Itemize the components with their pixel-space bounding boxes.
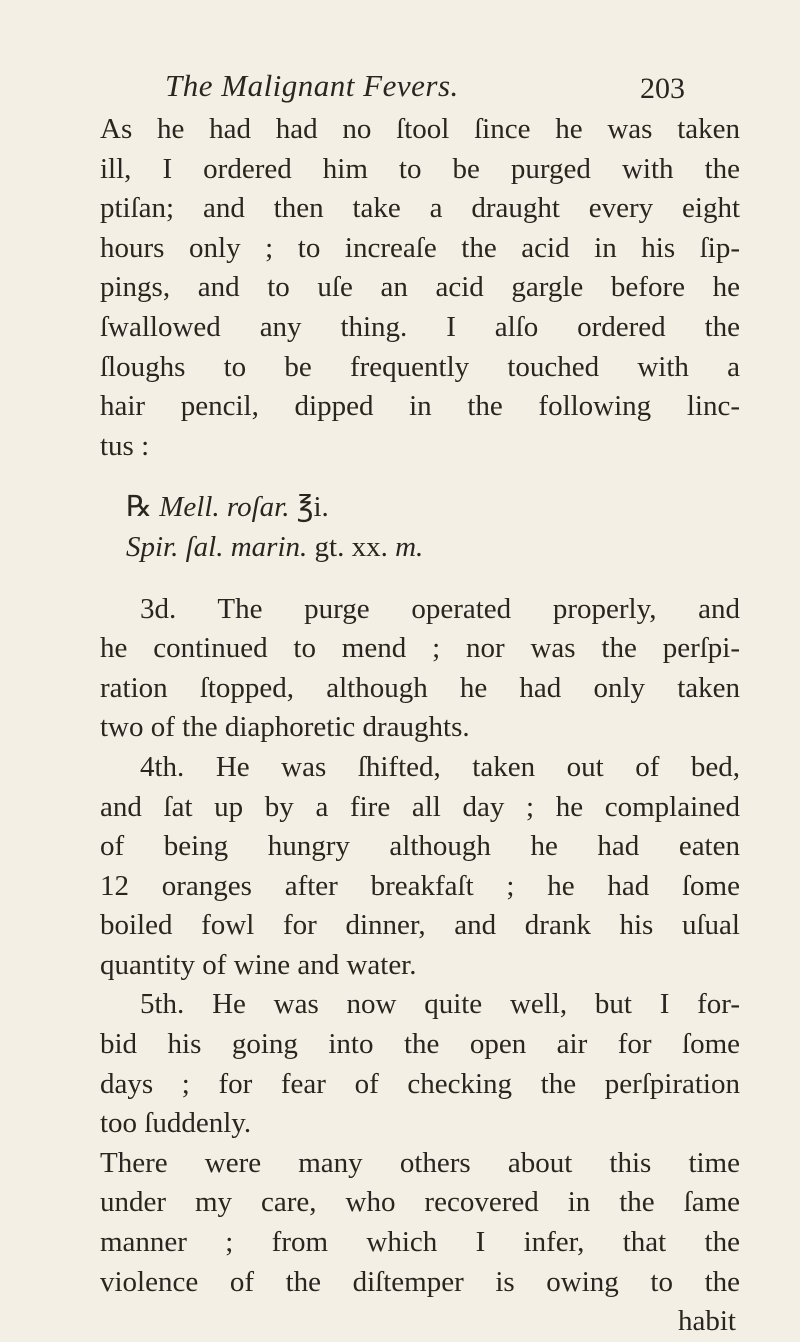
page-header	[0, 68, 800, 108]
text-line: boiled fowl for dinner, and drank his uſual	[100, 909, 740, 942]
text-line: he continued to mend ; nor was the perſpi-	[100, 632, 740, 665]
text-line: and ſat up by a fire all day ; he complained	[100, 790, 740, 823]
recipe-line-2	[100, 528, 740, 568]
body-text	[100, 110, 740, 1342]
text-line: 5th. He was now quite well, but I for-	[140, 988, 740, 1021]
recipe	[100, 488, 740, 567]
text-line: ill, I ordered him to be purged with the	[100, 152, 740, 185]
text-line: two of the diaphoretic draughts.	[100, 711, 470, 744]
paragraph-1	[100, 110, 740, 466]
recipe-symbol: ℞	[126, 491, 152, 524]
text-line: bid his going into the open air for ſome	[100, 1028, 740, 1061]
text-line: hair pencil, dipped in the following linc-	[100, 390, 740, 423]
text-line: of being hungry although he had eaten	[100, 830, 740, 863]
text-line: violence of the diſtemper is owing to the	[100, 1265, 740, 1298]
paragraph-5	[100, 1144, 740, 1302]
paragraph-4	[100, 985, 740, 1143]
text-line: hours only ; to increaſe the acid in his ſip-	[100, 231, 740, 264]
recipe-drug: Spir. ſal. marin.	[126, 530, 308, 563]
text-line: ſloughs to be frequently touched with a	[100, 350, 740, 383]
text-line: 3d. The purge operated properly, and	[140, 592, 740, 625]
text-line: pings, and to uſe an acid gargle before he	[100, 271, 740, 304]
text-line: under my care, who recovered in the ſame	[100, 1186, 740, 1219]
text-line: tus :	[100, 429, 150, 462]
text-line: quantity of wine and water.	[100, 948, 417, 981]
text-line: 12 oranges after breakfaſt ; he had ſome	[100, 869, 740, 902]
recipe-line-1	[100, 488, 740, 528]
text-line: There were many others about this time	[100, 1146, 740, 1179]
catchword: habit	[678, 1305, 736, 1338]
text-line: ration ſtopped, although he had only taken	[100, 671, 740, 704]
text-line: 4th. He was ſhifted, taken out of bed,	[140, 750, 740, 783]
text-line: ſwallowed any thing. I alſo ordered the	[100, 310, 740, 343]
text-line: too ſuddenly.	[100, 1107, 252, 1140]
text-line: days ; for fear of checking the perſpiration	[100, 1067, 740, 1100]
page-number: 203	[640, 72, 685, 105]
text-line: ptiſan; and then take a draught every eight	[100, 192, 740, 225]
running-head: The Malignant Fevers.	[165, 68, 459, 103]
recipe-dose: ℥i.	[296, 491, 329, 524]
recipe-misce: m.	[395, 530, 424, 563]
paragraph-3	[100, 748, 740, 986]
text-line: As he had had no ſtool ſince he was taken	[100, 113, 740, 145]
recipe-drug: Mell. roſar.	[159, 491, 290, 524]
text-line: manner ; from which I infer, that the	[100, 1226, 740, 1259]
paragraph-2	[100, 590, 740, 748]
recipe-dose: gt. xx.	[314, 530, 388, 563]
